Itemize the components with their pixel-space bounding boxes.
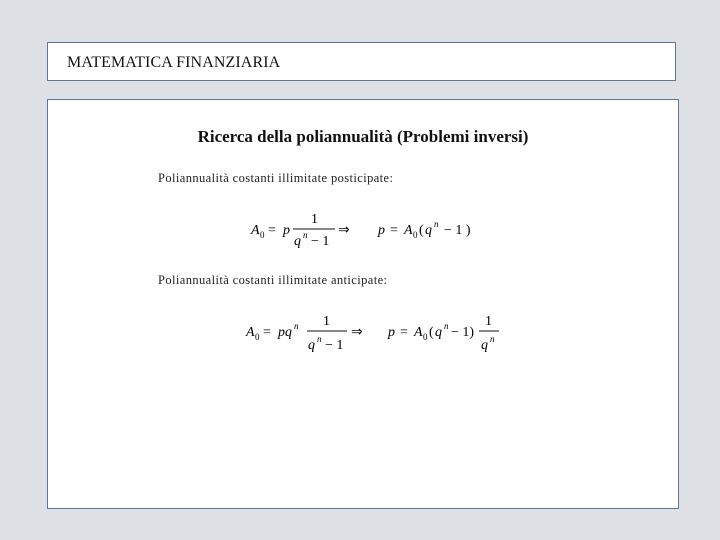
formula-open-paren: ( [429,325,434,340]
formula-exponent-n: n [490,334,495,344]
formula-symbol-p: p [378,223,385,238]
formula-anticipate-svg [243,310,513,356]
formula-symbol-pq: pq [278,325,292,340]
formula-exponent-n: n [294,321,299,331]
case-label-anticipate: Poliannualità costanti illimitate anticipate: [158,273,388,287]
formula-symbol-p: p [388,325,395,340]
formula-exponent-n: n [434,219,439,229]
formula-subscript-0: 0 [413,230,418,240]
formula-minus-one: − 1 [325,338,344,353]
formula-numerator: 1 [485,314,492,329]
formula-minus-one: − 1 [311,234,330,249]
slide-content [47,99,679,509]
header-title: MATEMATICA FINANZIARIA [67,54,281,71]
formula-anticipate [243,310,513,361]
formula-posticipate-svg [248,208,488,250]
formula-numerator: 1 [323,314,330,329]
implies-arrow: ⇒ [351,325,363,340]
formula-symbol-a: A [414,325,423,340]
formula-subscript-0: 0 [255,332,260,342]
formula-symbol-q: q [481,338,488,353]
formula-symbol-q: q [435,325,442,340]
formula-posticipate [248,208,488,255]
formula-symbol-a: A [246,325,255,340]
formula-open-paren: ( [419,223,424,238]
formula-symbol-q: q [294,234,301,249]
slide-heading: Ricerca della poliannualità (Problemi inversi) [197,127,529,146]
formula-equals: = [390,223,398,238]
formula-subscript-0: 0 [423,332,428,342]
formula-equals: = [263,325,271,340]
formula-numerator: 1 [311,212,318,227]
formula-subscript-0: 0 [260,230,265,240]
formula-symbol-q: q [308,338,315,353]
formula-symbol-q: q [425,223,432,238]
formula-minus-one: − 1 ) [444,223,471,238]
formula-exponent-n: n [303,230,308,240]
formula-equals: = [268,223,276,238]
formula-minus-one: − 1) [451,325,475,340]
formula-exponent-n: n [444,321,449,331]
case-label-posticipate: Poliannualità costanti illimitate posticipate: [158,171,394,185]
formula-symbol-a: A [251,223,260,238]
implies-arrow: ⇒ [338,223,350,238]
formula-symbol-a: A [404,223,413,238]
header-bar [47,42,676,81]
formula-symbol-p: p [283,223,290,238]
formula-exponent-n: n [317,334,322,344]
formula-equals: = [400,325,408,340]
